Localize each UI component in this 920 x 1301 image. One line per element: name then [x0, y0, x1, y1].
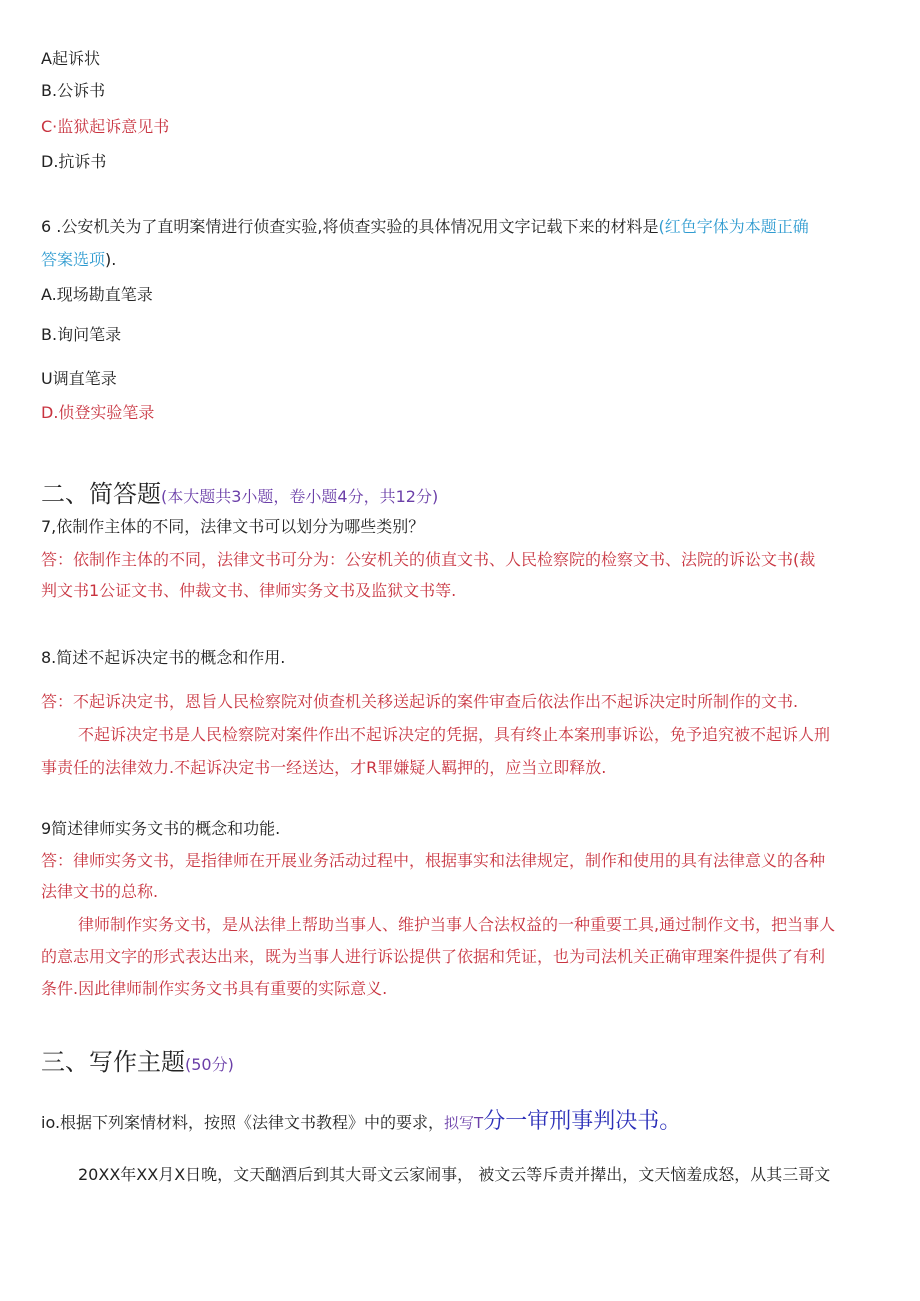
q6-option-a: A.现场勘直笔录 — [41, 285, 153, 304]
q7-answer-line1: 答：依制作主体的不同，法律文书可分为：公安机关的侦直文书、人民检察院的检察文书、法院的诉讼文书(裁 — [41, 550, 816, 569]
q9-answer-line4: 的意志用文字的形式表达出来，既为当事人进行诉讼提供了依据和凭证，也为司法机关正确审理案件提供了有利 — [41, 947, 826, 966]
q8-answer-line2: 不起诉决定书是人民检察院对案件作出不起诉决定的凭据，具有终止本案刑事诉讼，免予追究被不起诉人刑 — [78, 725, 831, 744]
section3-heading — [41, 1047, 234, 1080]
section2-heading — [41, 479, 438, 512]
section3-note: (50分) — [185, 1055, 234, 1074]
section3-title: 三、写作主题 — [41, 1048, 185, 1076]
q5-option-c: C·监狱起诉意见书 — [41, 117, 170, 136]
q10-stem: io.根据下列案情材料，按照《法律文书教程》中的要求， — [41, 1113, 445, 1132]
q5-option-d: D.抗诉书 — [41, 152, 107, 171]
q6-stem: 6 .公安机关为了直明案情进行侦查实验,将侦查实验的具体情况用文字记载下来的材料是 — [41, 217, 659, 236]
q10-task-prefix: 拟写T — [444, 1114, 484, 1132]
q6-option-b: B.询问笔录 — [41, 325, 122, 344]
q8-answer-line3: 事责任的法律效力.不起诉决定书一经送达，才R罪嫌疑人羁押的，应当立即释放. — [41, 758, 607, 777]
q6-note-cont: 答案选项 — [41, 250, 106, 269]
q10-question — [41, 1108, 681, 1137]
q9-answer-line1: 答：律师实务文书，是指律师在开展业务活动过程中，根据事实和法律规定，制作和使用的具有法律意义的各种 — [41, 851, 826, 870]
q10-material-line1: 20XX年XX月X日晚，文天酗酒后到其大哥文云家闹事， 被文云等斥责并撵出，文天恼羞成怒，从其三哥文 — [78, 1165, 831, 1184]
q9-answer-line5: 条件.因此律师制作实务文书具有重要的实际意义. — [41, 979, 388, 998]
q9-question: 9简述律师实务文书的概念和功能. — [41, 819, 281, 838]
q5-option-b: B.公诉书 — [41, 81, 106, 100]
q8-question: 8.简述不起诉决定书的概念和作用. — [41, 648, 286, 667]
q6-option-d: D.侦登实验笔录 — [41, 403, 155, 422]
q6-note: (红色字体为本题正确 — [658, 217, 809, 236]
q6-question — [41, 217, 809, 237]
q5-option-a: A起诉状 — [41, 49, 100, 68]
q7-answer-line2: 判文书1公证文书、仲裁文书、律师实务文书及监狱文书等. — [41, 581, 457, 600]
q9-answer-line3: 律师制作实务文书，是从法律上帮助当事人、维护当事人合法权益的一种重要工具,通过制作文书，把当事人 — [78, 915, 836, 934]
q9-answer-line2: 法律文书的总称. — [41, 882, 159, 901]
q10-task: 分一审刑事判决书。 — [483, 1109, 682, 1134]
q6-question-cont — [41, 250, 116, 270]
section2-note: (本大题共3小题，卷小题4分，共12分) — [161, 487, 439, 506]
q8-answer-line1: 答：不起诉决定书，恩旨人民检察院对侦查机关移送起诉的案件审查后依法作出不起诉决定时所制作的文书. — [41, 692, 799, 711]
q7-question: 7,依制作主体的不同，法律文书可以划分为哪些类别？ — [41, 517, 425, 536]
q6-stem-end: ). — [105, 250, 117, 269]
q6-option-c: U调直笔录 — [41, 369, 117, 388]
section2-title: 二、简答题 — [41, 480, 161, 508]
